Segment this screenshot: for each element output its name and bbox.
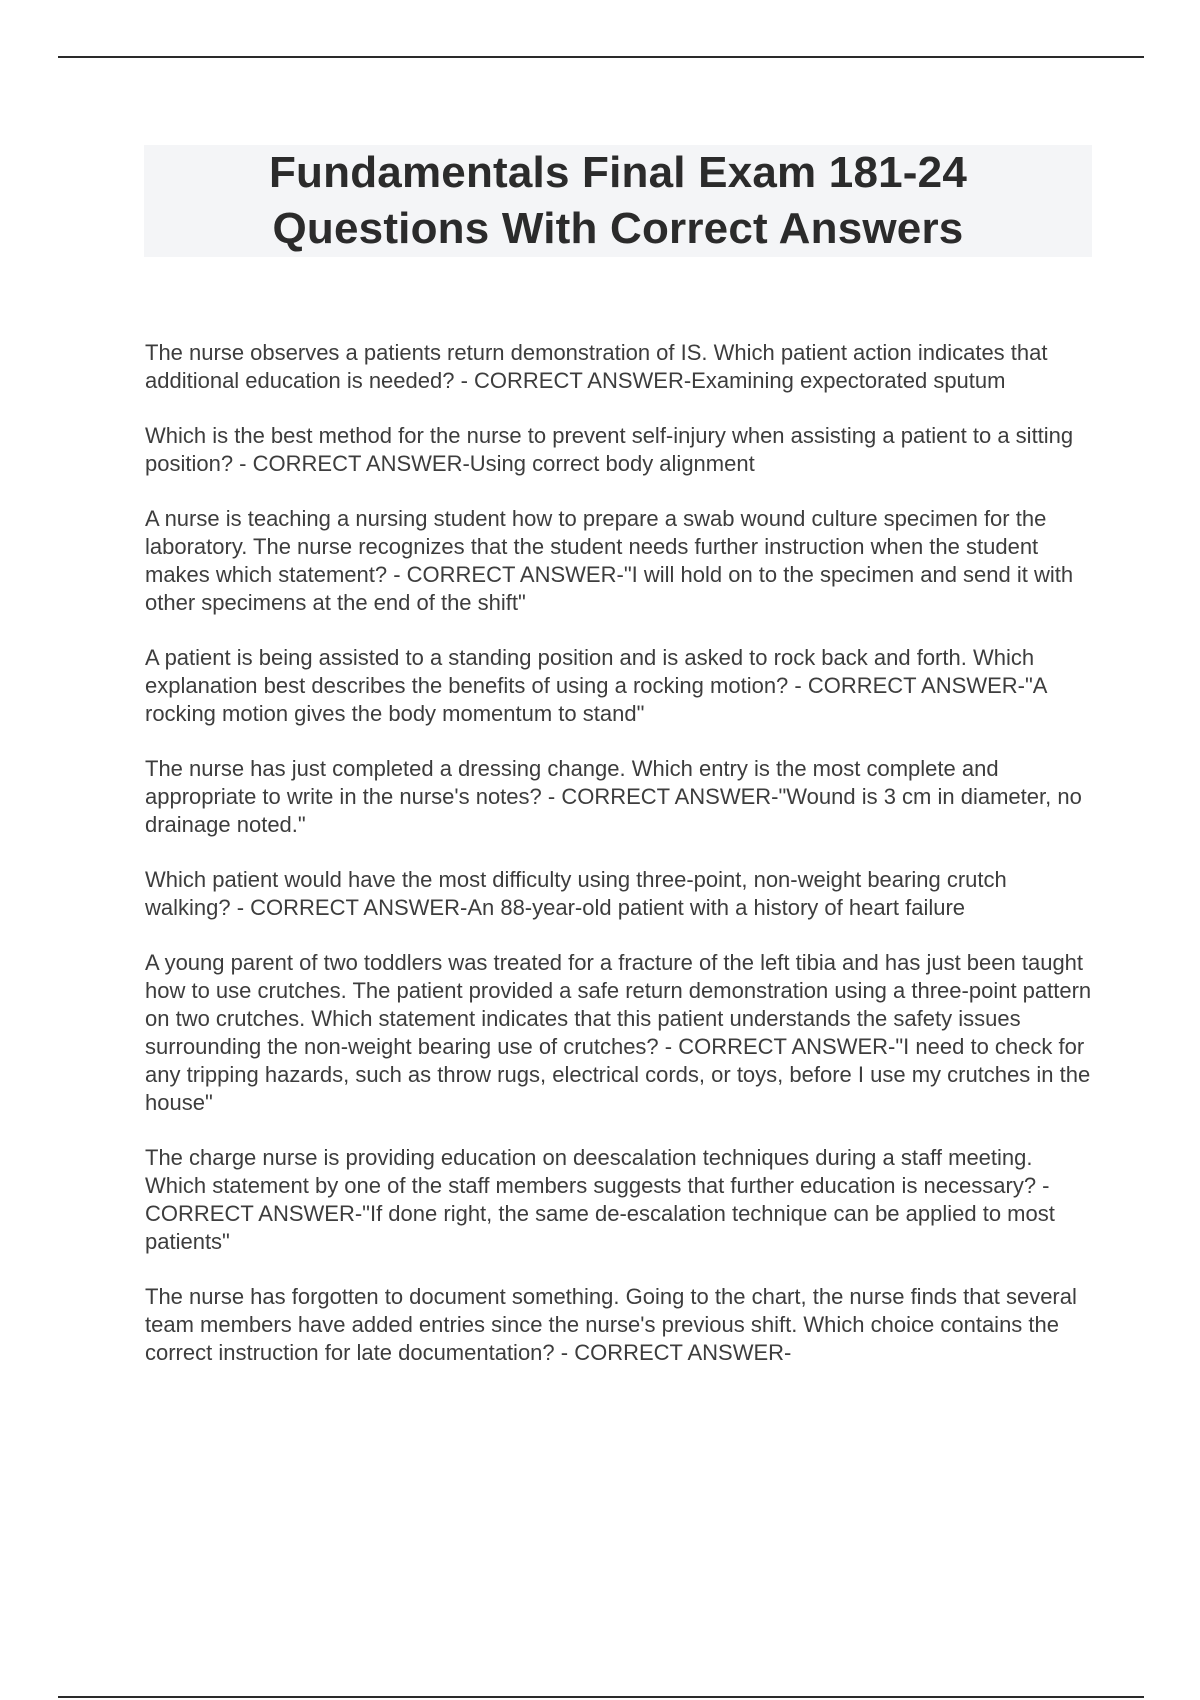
title-line-2: Questions With Correct Answers (272, 204, 964, 253)
qa-item: A nurse is teaching a nursing student how to prepare a swab wound culture specimen for the laboratory. The nurse recognizes that the student needs further instruction when the student makes which statement? - CORRECT ANSWER-"I will hold on to the specimen and send it with other specimens at the end of the shift" (145, 506, 1074, 615)
title-banner (144, 145, 1092, 257)
bottom-rule (58, 1696, 1144, 1698)
qa-item: The nurse observes a patients return demonstration of IS. Which patient action indicates that additional education is needed? - CORRECT ANSWER-Examining expectorated sputum (145, 340, 1048, 393)
document-title (269, 145, 967, 257)
qa-item: The nurse has just completed a dressing change. Which entry is the most complete and appropriate to write in the nurse's notes? - CORRECT ANSWER-"Wound is 3 cm in diameter, no drainage noted." (145, 756, 1082, 837)
qa-item: A patient is being assisted to a standing position and is asked to rock back and forth. Which explanation best describes the benefits of using a rocking motion? - CORRECT ANSWER-"A rocking motion gives the body momentum to stand" (145, 645, 1047, 726)
qa-item: The nurse has forgotten to document something. Going to the chart, the nurse finds that several team members have added entries since the nurse's previous shift. Which choice contains the correct instruction for late documentation? - CORRECT ANSWER- (145, 1284, 1077, 1365)
qa-item: Which patient would have the most difficulty using three-point, non-weight bearing crutch walking? - CORRECT ANSWER-An 88-year-old patient with a history of heart failure (145, 867, 1007, 920)
question-answer-list (145, 339, 1095, 1394)
top-rule (58, 56, 1144, 58)
qa-item: A young parent of two toddlers was treated for a fracture of the left tibia and has just been taught how to use crutches. The patient provided a safe return demonstration using a three-point pattern on two crutches. Which statement indicates that this patient understands the safety issues surrounding the non-weight bearing use of crutches? - CORRECT ANSWER-"I need to check for any tripping hazards, such as throw rugs, electrical cords, or toys, before I use my crutches in the house" (145, 950, 1092, 1115)
qa-item: The charge nurse is providing education on deescalation techniques during a staff meeting. Which statement by one of the staff members suggests that further education is necessary? - CORRECT ANSWER-"If done right, the same de-escalation technique can be applied to most patients" (145, 1145, 1055, 1254)
title-line-1: Fundamentals Final Exam 181-24 (268, 148, 968, 197)
qa-item: Which is the best method for the nurse to prevent self-injury when assisting a patient to a sitting position? - CORRECT ANSWER-Using correct body alignment (145, 423, 1074, 476)
